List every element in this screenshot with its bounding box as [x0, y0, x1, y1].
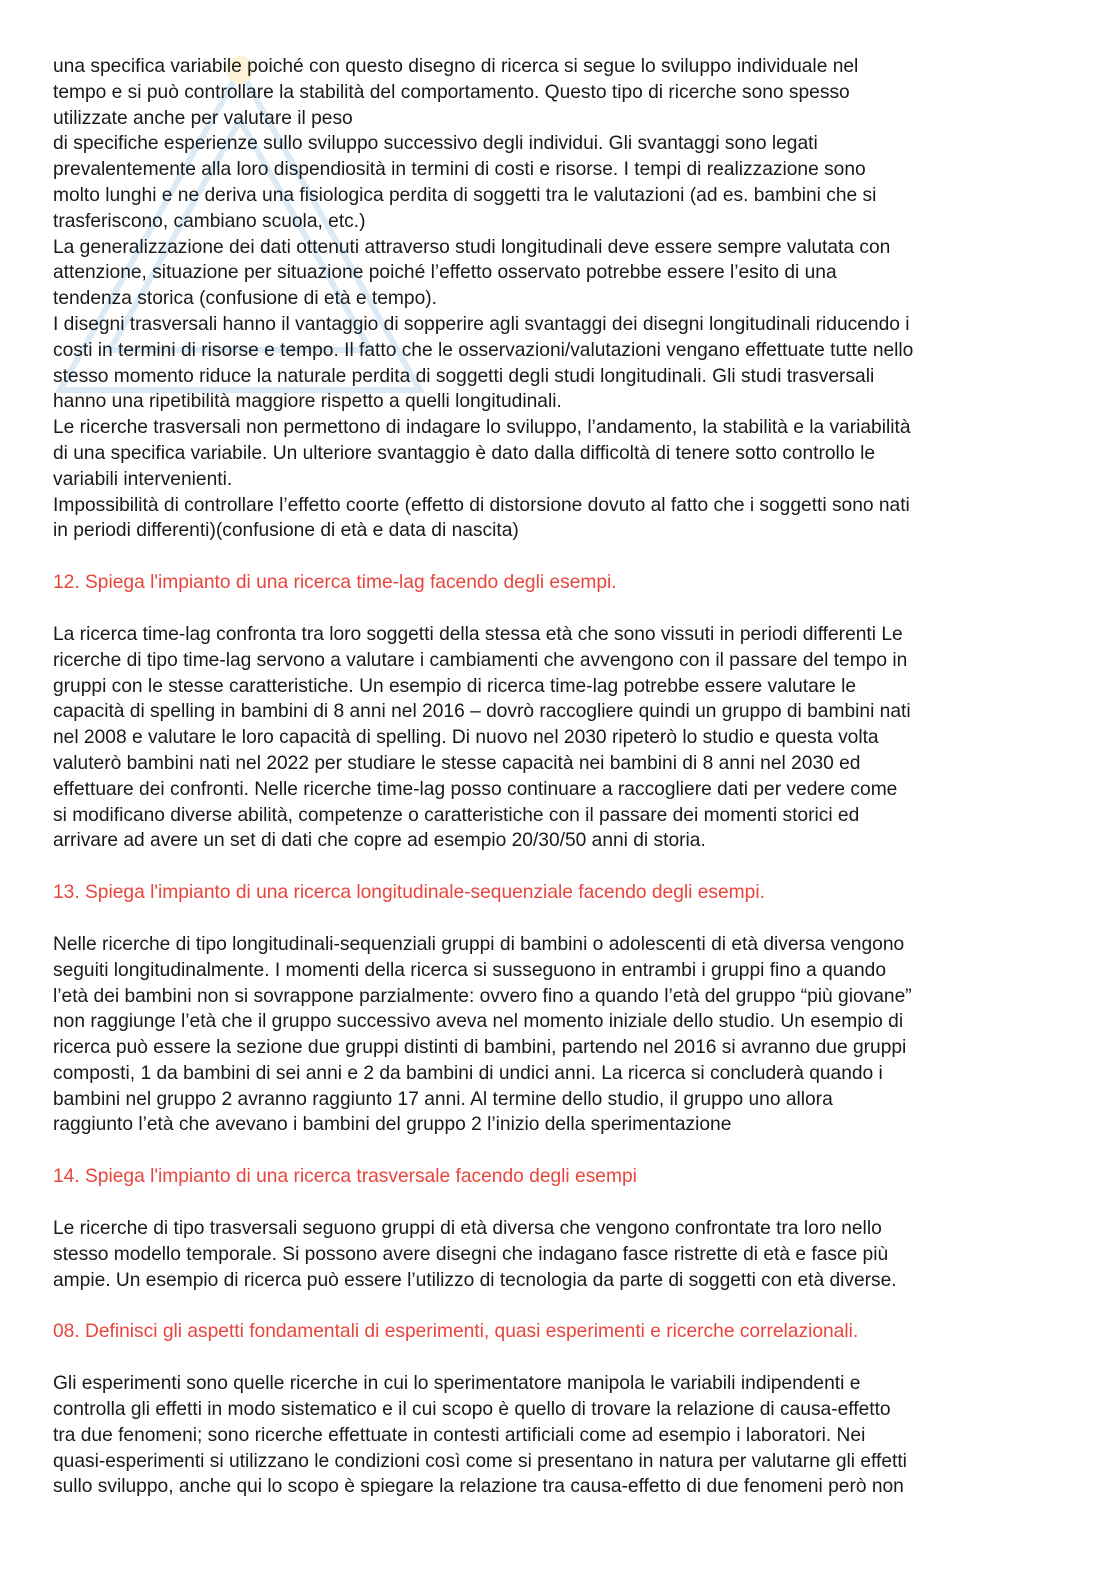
text-line: arrivare ad avere un set di dati che copre ad esempio 20/30/50 anni di storia. — [53, 830, 706, 852]
text-line: attenzione, situazione per situazione poiché l’effetto osservato potrebbe essere l’esito di una — [53, 262, 837, 284]
text-line: quasi-esperimenti si utilizzano le condizioni così come si presentano in natura per valutarne gli effetti — [53, 1450, 907, 1472]
text-line: sullo sviluppo, anche qui lo scopo è spiegare la relazione tra causa-effetto di due fenomeni però non — [53, 1476, 904, 1498]
text-line: in periodi differenti)(confusione di età e data di nascita) — [53, 520, 519, 542]
text-line: ampie. Un esempio di ricerca può essere l’utilizzo di tecnologia da parte di soggetti con età diverse. — [53, 1269, 897, 1291]
answer-paragraph — [53, 622, 1063, 854]
text-line: costi in termini di risorse e tempo. Il fatto che le osservazioni/valutazioni vengano effettuate tutte nello — [53, 339, 914, 361]
answer-paragraph — [53, 1216, 1063, 1293]
text-line: valuterò bambini nati nel 2022 per studiare le stesse capacità nei bambini di 8 anni nel 2030 ed — [53, 752, 861, 774]
text-line: Gli esperimenti sono quelle ricerche in cui lo sperimentatore manipola le variabili indipendenti e — [53, 1373, 861, 1395]
question-heading: 13. Spiega l'impianto di una ricerca longitudinale-sequenziale facendo degli esempi. — [53, 882, 765, 904]
answer-paragraph — [53, 932, 1063, 1138]
text-line: ricerca può essere la sezione due gruppi distinti di bambini, partendo nel 2016 si avranno due gruppi — [53, 1037, 907, 1059]
question-heading: 08. Definisci gli aspetti fondamentali di esperimenti, quasi esperimenti e ricerche correlazionali. — [53, 1321, 859, 1343]
text-line: controlla gli effetti in modo sistematico e il cui scopo è quello di trovare la relazione di causa-effetto — [53, 1399, 891, 1421]
text-line: La ricerca time-lag confronta tra loro soggetti della stessa età che sono vissuti in periodi differenti Le — [53, 623, 903, 645]
text-line: prevalentemente alla loro dispendiosità in termini di costi e risorse. I tempi di realizzazione sono — [53, 159, 866, 181]
text-line: raggiunto l’età che avevano i bambini del gruppo 2 l’inizio della sperimentazione — [53, 1114, 732, 1136]
text-line: seguiti longitudinalmente. I momenti della ricerca si susseguono in entrambi i gruppi fino a quando — [53, 959, 887, 981]
text-line: gruppi con le stesse caratteristiche. Un esempio di ricerca time-lag potrebbe essere valutare le — [53, 675, 857, 697]
text-line: una specifica variabile poiché con questo disegno di ricerca si segue lo sviluppo individuale nel — [53, 56, 859, 77]
text-line: di specifiche esperienze sullo sviluppo successivo degli individui. Gli svantaggi sono legati — [53, 133, 818, 155]
section-12 — [53, 570, 1063, 854]
text-line: tempo e si può controllare la stabilità del comportamento. Questo tipo di ricerche sono spesso — [53, 81, 850, 103]
text-line: nel 2008 e valutare le loro capacità di spelling. Di nuovo nel 2030 ripeterò lo studio e questa volta — [53, 727, 879, 749]
text-line: hanno una ripetibilità maggiore rispetto a quelli longitudinali. — [53, 391, 562, 413]
text-line: Le ricerche trasversali non permettono di indagare lo sviluppo, l’andamento, la stabilità e la variabilità — [53, 417, 911, 439]
question-heading: 14. Spiega l'impianto di una ricerca trasversale facendo degli esempi — [53, 1166, 637, 1188]
text-line: tra due fenomeni; sono ricerche effettuate in contesti artificiali come ad esempio i laboratori. Nei — [53, 1424, 866, 1446]
text-line: effettuare dei confronti. Nelle ricerche time-lag posso continuare a raccogliere dati per vedere come — [53, 778, 898, 800]
text-line: stesso momento riduce la naturale perdita di soggetti degli studi longitudinali. Gli studi trasversali — [53, 365, 875, 387]
text-line: molto lunghi e ne deriva una fisiologica perdita di soggetti tra le valutazioni (ad es. bambini che si — [53, 184, 877, 206]
section-08 — [53, 1319, 1063, 1500]
text-line: trasferiscono, cambiano scuola, etc.) — [53, 210, 366, 232]
text-line: si modificano diverse abilità, competenze o caratteristiche con il passare dei momenti storici ed — [53, 804, 860, 826]
text-line: Impossibilità di controllare l’effetto coorte (effetto di distorsione dovuto al fatto che i soggetti sono nati — [53, 494, 910, 516]
text-line: Nelle ricerche di tipo longitudinali-sequenziali gruppi di bambini o adolescenti di età diversa vengono — [53, 933, 905, 955]
text-line: utilizzate anche per valutare il peso — [53, 107, 353, 129]
answer-paragraph — [53, 1371, 1063, 1500]
text-line: non raggiunge l’età che il gruppo successivo aveva nel momento iniziale dello studio. Un esempio di — [53, 1011, 904, 1033]
text-line: capacità di spelling in bambini di 8 anni nel 2016 – dovrò raccogliere quindi un gruppo di bambini nati — [53, 701, 911, 723]
text-line: Le ricerche di tipo trasversali seguono gruppi di età diversa che vengono confrontate tra loro nello — [53, 1218, 882, 1240]
section-14 — [53, 1164, 1063, 1293]
text-line: tendenza storica (confusione di età e tempo). — [53, 288, 437, 310]
text-line: bambini nel gruppo 2 avranno raggiunto 17 anni. Al termine dello studio, il gruppo uno allora — [53, 1088, 833, 1110]
text-line: composti, 1 da bambini di sei anni e 2 da bambini di undici anni. La ricerca si concluderà quando i — [53, 1062, 883, 1084]
text-line: variabili intervenienti. — [53, 468, 233, 490]
text-line: stesso modello temporale. Si possono avere disegni che indagano fasce ristrette di età e fasce più — [53, 1243, 889, 1265]
text-line: l’età dei bambini non si sovrappone parzialmente: ovvero fino a quando l’età del gruppo “più giovane” — [53, 985, 912, 1007]
section-13 — [53, 880, 1063, 1138]
question-heading: 12. Spiega l'impianto di una ricerca time-lag facendo degli esempi. — [53, 572, 617, 594]
text-line: ricerche di tipo time-lag servono a valutare i cambiamenti che avvengono con il passare del tempo in — [53, 649, 908, 671]
document-page — [53, 54, 1063, 1500]
intro-paragraph — [53, 54, 1063, 544]
text-line: La generalizzazione dei dati ottenuti attraverso studi longitudinali deve essere sempre valutata con — [53, 236, 891, 258]
text-line: I disegni trasversali hanno il vantaggio di sopperire agli svantaggi dei disegni longitudinali riducendo i — [53, 313, 910, 335]
text-line: di una specifica variabile. Un ulteriore svantaggio è dato dalla difficoltà di tenere sotto controllo le — [53, 442, 875, 464]
